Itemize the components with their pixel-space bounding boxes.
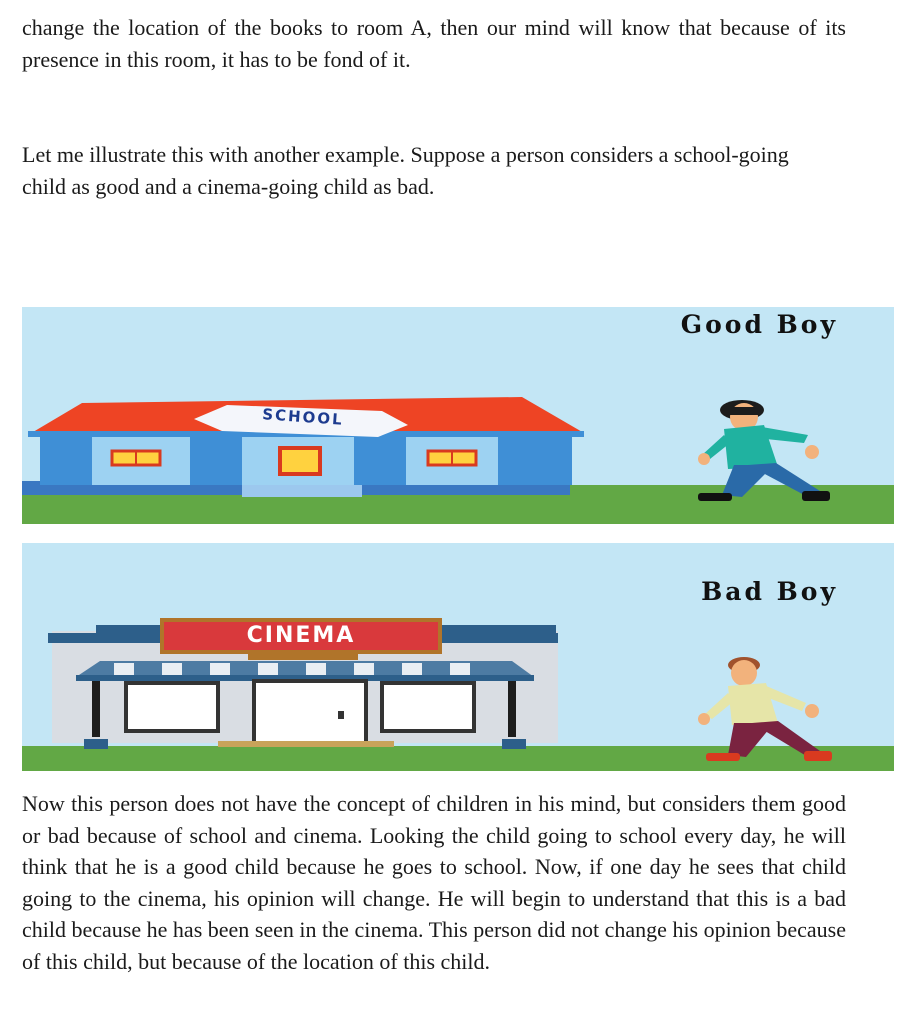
good-boy-illustration: [22, 307, 894, 524]
bad-boy-illustration: [22, 543, 894, 771]
bad-boy-caption: Bad Boy: [701, 577, 838, 606]
intro-paragraph: change the location of the books to room A, then our mind will know that because of its presence in this room, it has to be fond of it.: [22, 15, 846, 72]
school-scene-graphic: [22, 307, 894, 524]
bad-boy-figure: [698, 657, 832, 761]
good-boy-caption: Good Boy: [680, 310, 838, 339]
conclusion-paragraph: Now this person does not have the concept of children in his mind, but considers them good or bad because of school and cinema. Looking the child going to school every day, he will think that he is a good child because he goes to school. Now, if one day he sees that child going to the cinema, his opinion will change. He will begin to understand that this is a bad child because he has been seen in the cinema. This person did not change his opinion because of this child, but because of the location of this child.: [22, 791, 846, 974]
cinema-sign: CINEMA: [246, 623, 356, 648]
school-sign: SCHOOL: [261, 405, 345, 429]
example-paragraph: Let me illustrate this with another example. Suppose a person considers a school-going child as good and a cinema-going child as bad.: [22, 142, 789, 199]
